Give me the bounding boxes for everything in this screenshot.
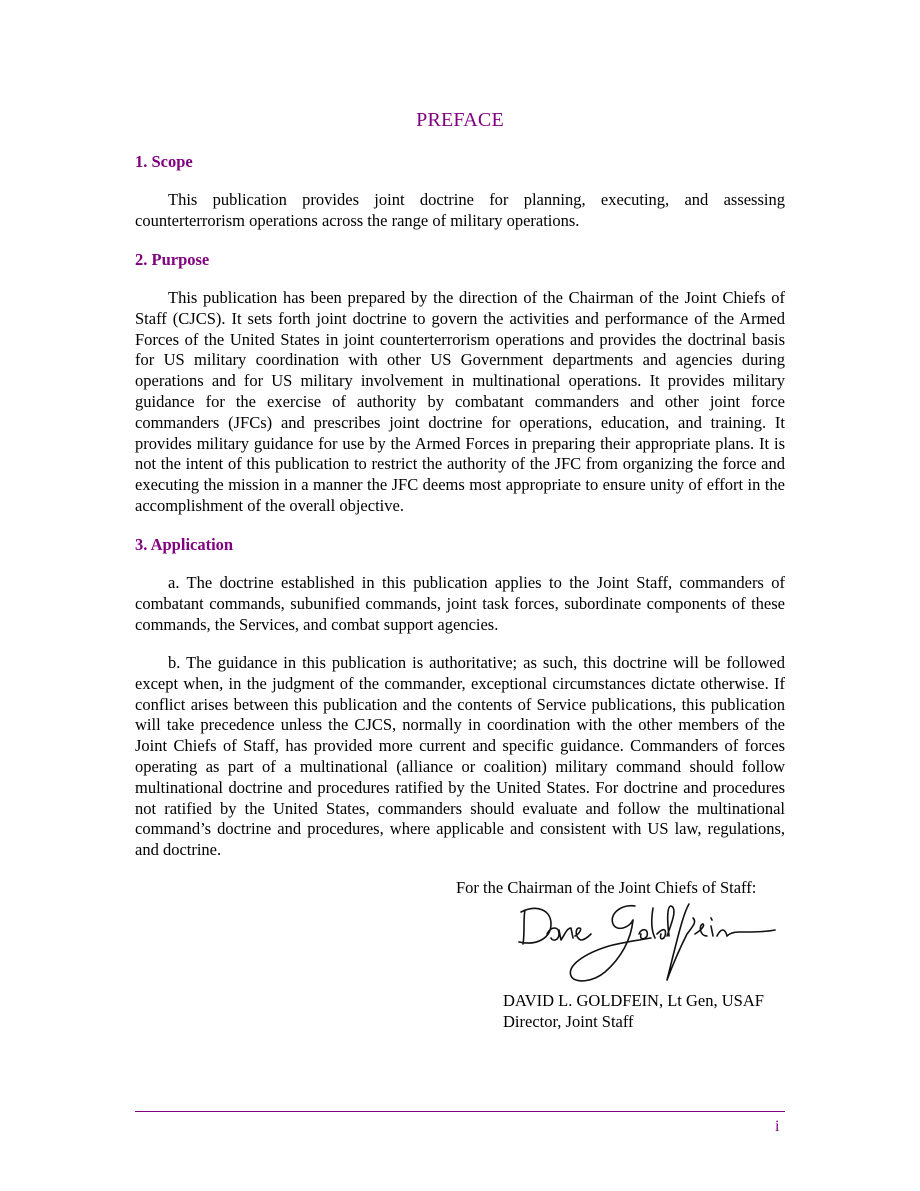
signature-image — [517, 900, 777, 990]
section-heading-scope: 1. Scope — [135, 152, 193, 171]
page-number: i — [775, 1118, 780, 1135]
closing-line: For the Chairman of the Joint Chiefs of Staff: — [456, 878, 757, 897]
footer-divider — [135, 1111, 785, 1112]
signatory-name: DAVID L. GOLDFEIN, Lt Gen, USAF — [503, 991, 764, 1010]
signature — [517, 900, 777, 995]
signatory-title: Director, Joint Staff — [503, 1012, 634, 1031]
application-paragraph-b: b. The guidance in this publication is authoritative; as such, this doctrine will be followed except when, in the judgment of the commander, exceptional circumstances dictate otherwise. If conflict arises between this publication and the contents of Service publications, this publication will take precedence unless the CJCS, normally in coordination with the other members of the Joint Chiefs of Staff, has provided more current and specific guidance. Commanders of forces operating as part of a multinational (alliance or coalition) military command should follow multinational doctrine and procedures ratified by the United States. For doctrine and procedures not ratified by the United States, commanders should evaluate and follow the multinational command’s doctrine and procedures, where applicable and consistent with US law, regulations, and doctrine. — [135, 653, 785, 860]
page-title: PREFACE — [416, 109, 504, 131]
purpose-paragraph: This publication has been prepared by the direction of the Chairman of the Joint Chiefs of Staff (CJCS). It sets forth joint doctrine to govern the activities and performance of the Armed Forces of the United States in joint counterterrorism operations and provides the doctrinal basis for US military coordination with other US Government departments and agencies during operations and for US military involvement in multinational operations. It provides military guidance for the exercise of authority by combatant commanders and other joint force commanders (JFCs) and prescribes joint doctrine for operations, education, and training. It provides military guidance for use by the Armed Forces in preparing their appropriate plans. It is not the intent of this publication to restrict the authority of the JFC from organizing the force and executing the mission in a manner the JFC deems most appropriate to ensure unity of effort in the accomplishment of the overall objective. — [135, 288, 785, 515]
scope-paragraph: This publication provides joint doctrine for planning, executing, and assessing counterterrorism operations across the range of military operations. — [135, 190, 785, 230]
section-heading-application: 3. Application — [135, 535, 234, 554]
application-paragraph-a: a. The doctrine established in this publication applies to the Joint Staff, commanders of combatant commands, subunified commands, joint task forces, subordinate components of these commands, the Services, and combat support agencies. — [135, 573, 785, 634]
section-heading-purpose: 2. Purpose — [135, 250, 210, 269]
